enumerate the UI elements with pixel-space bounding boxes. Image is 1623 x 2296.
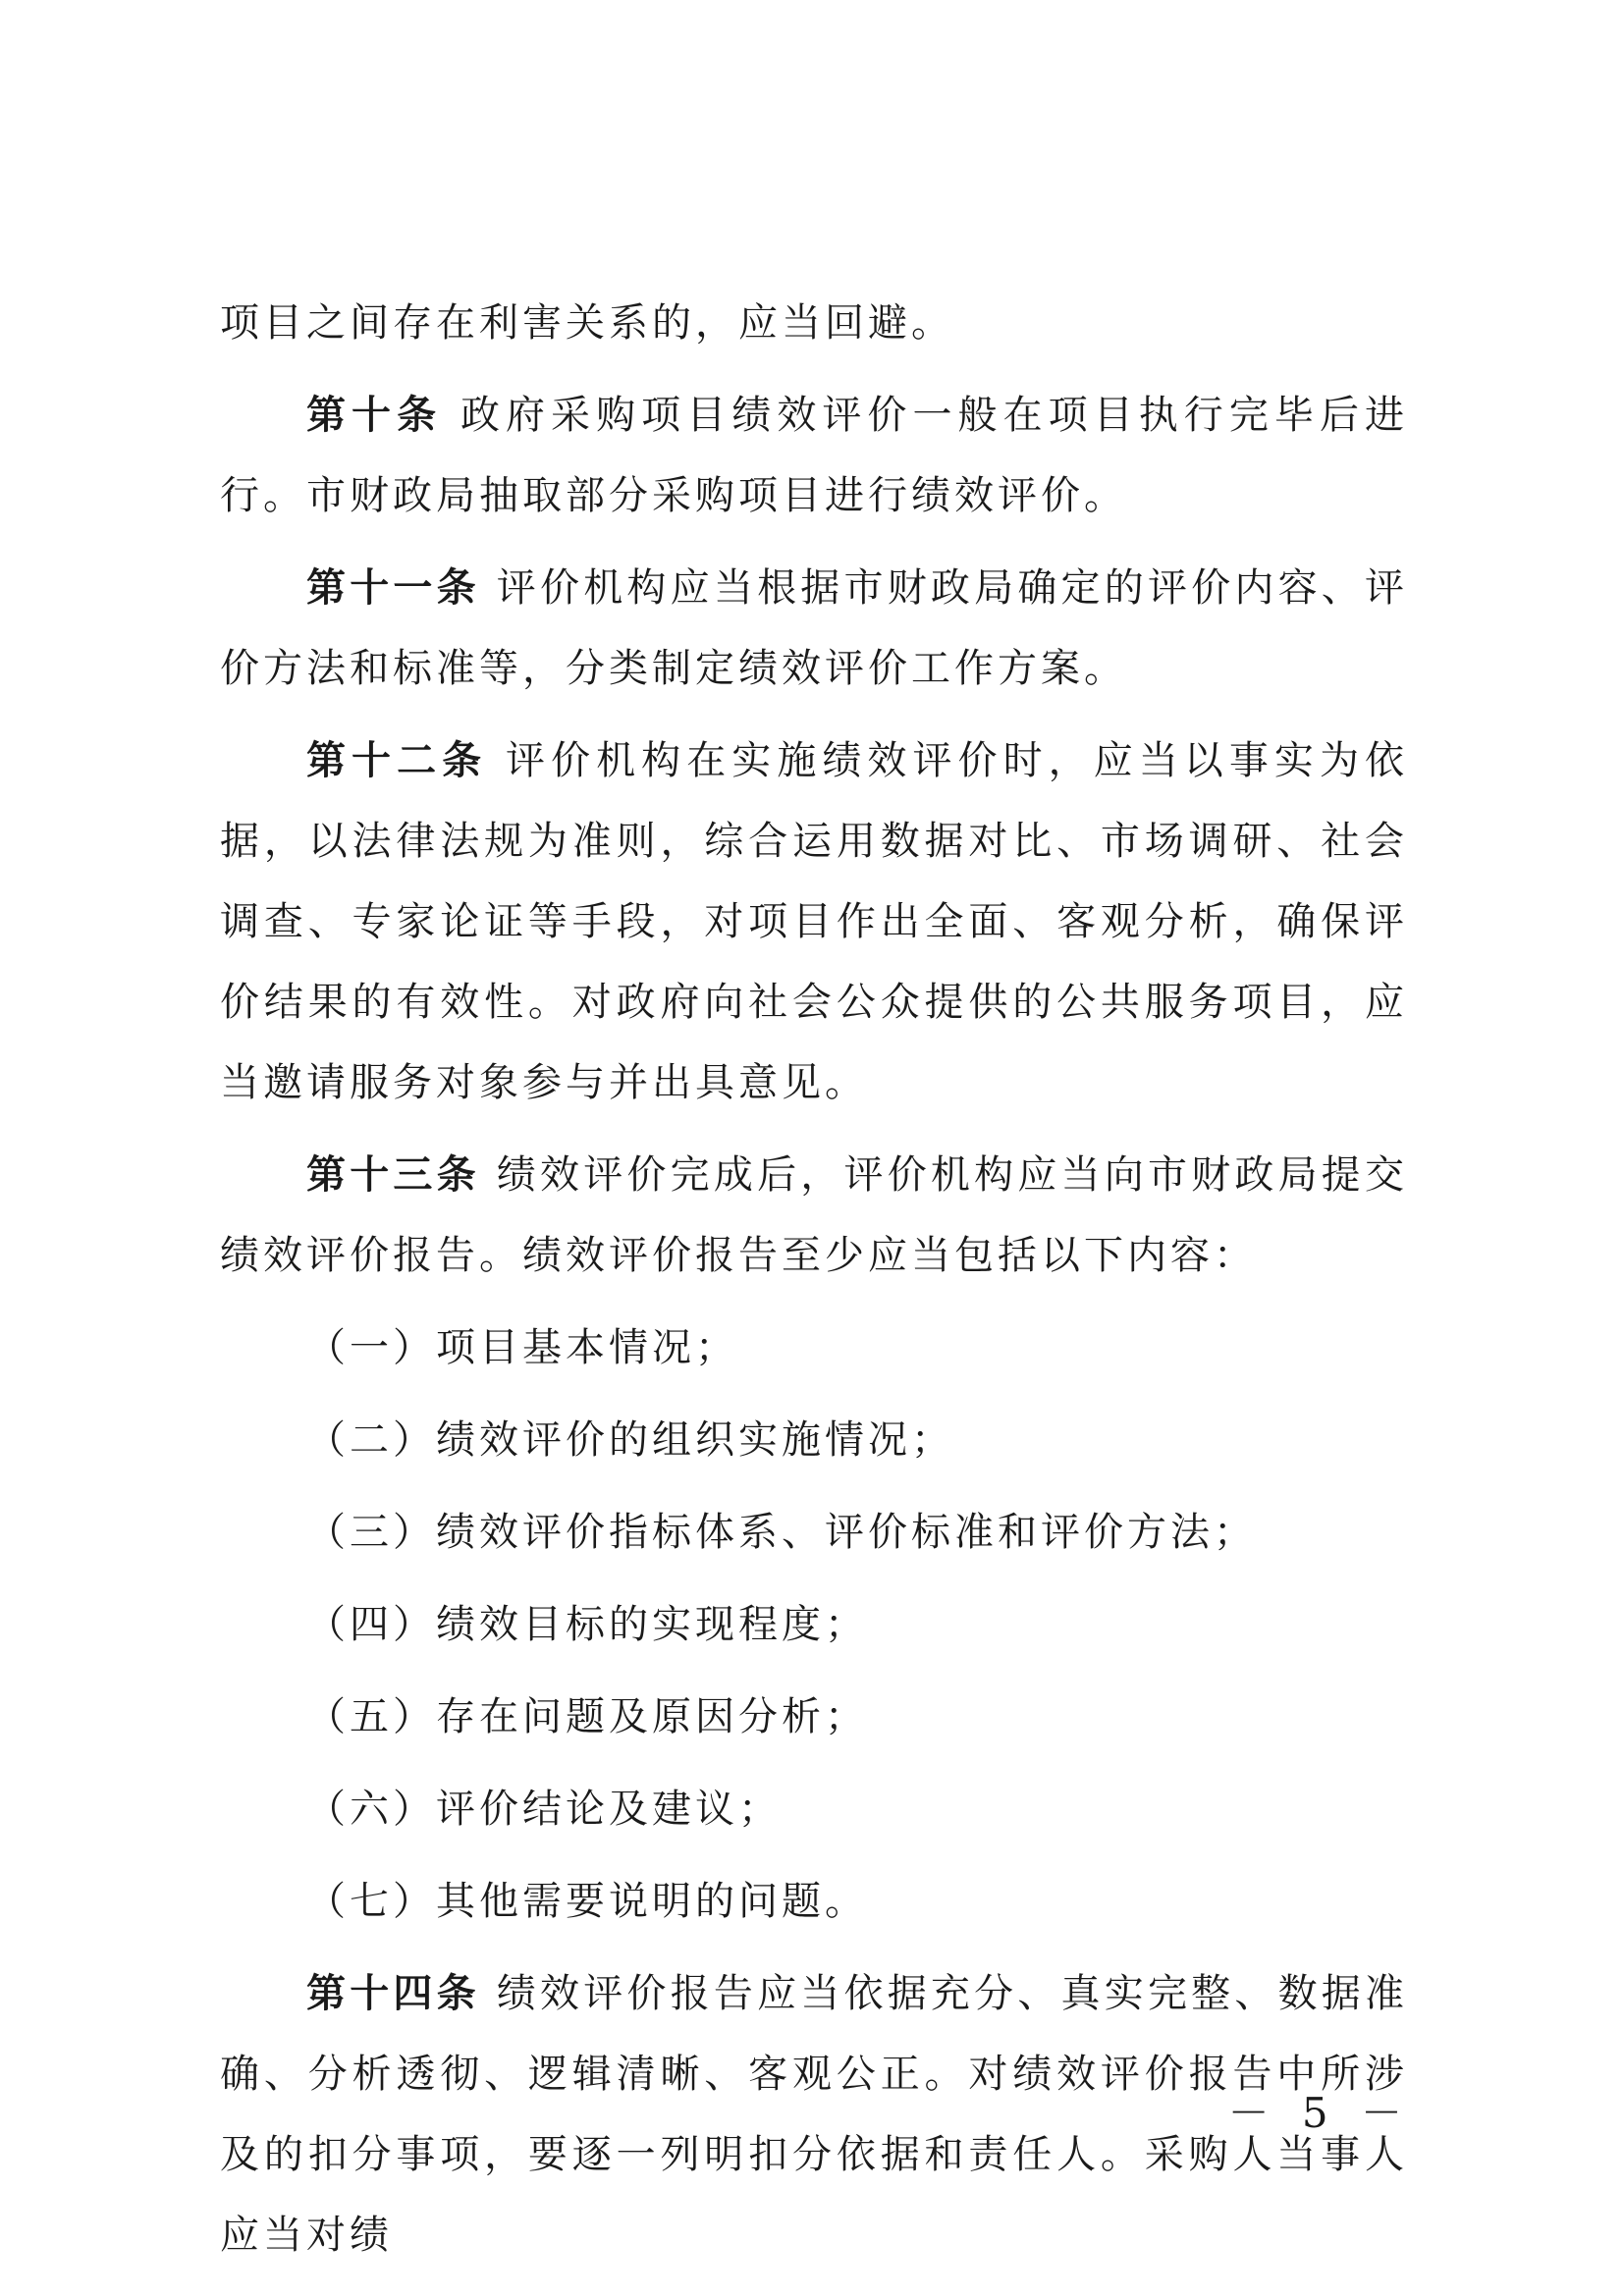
page-number: － 5 －: [1227, 2089, 1412, 2137]
article-11: [220, 548, 1408, 709]
document-body: [220, 283, 1408, 2287]
article-12: [220, 721, 1408, 1123]
article-number: 第十二条: [306, 738, 488, 783]
list-item: （六）评价结论及建议；: [306, 1787, 782, 1832]
continuation-paragraph: 项目之间存在利害关系的，应当回避。: [220, 300, 954, 346]
article-text: 绩效评价报告应当依据充分、真实完整、数据准确、分析透彻、逻辑清晰、客观公正。对绩效评价报告中所涉及的扣分事项，要逐一列明扣分依据和责任人。采购人当事人应当对绩: [220, 1971, 1409, 2258]
list-item: （七）其他需要说明的问题。: [306, 1879, 868, 1924]
article-10: [220, 375, 1408, 536]
list-item: （五）存在问题及原因分析；: [306, 1694, 868, 1739]
article-13: [220, 1135, 1408, 1296]
list-item: （二）绩效评价的组织实施情况；: [306, 1417, 954, 1463]
article-number: 第十一条: [306, 565, 480, 611]
article-number: 第十四条: [306, 1971, 480, 2016]
list-item: （一）项目基本情况；: [306, 1325, 738, 1370]
list-item: （四）绩效目标的实现程度；: [306, 1602, 868, 1647]
list-item: （三）绩效评价指标体系、评价标准和评价方法；: [306, 1510, 1257, 1555]
article-text: 绩效评价完成后，评价机构应当向市财政局提交绩效评价报告。绩效评价报告至少应当包括以下内容：: [220, 1152, 1409, 1278]
article-number: 第十三条: [306, 1152, 480, 1198]
article-text: 评价机构在实施绩效评价时，应当以事实为依据，以法律法规为准则，综合运用数据对比、市场调研、社会调查、专家论证等手段，对项目作出全面、客观分析，确保评价结果的有效性。对政府向社会公众提供的公共服务项目，应当邀请服务对象参与并出具意见。: [220, 738, 1409, 1105]
article-text: 政府采购项目绩效评价一般在项目执行完毕后进行。市财政局抽取部分采购项目进行绩效评价。: [220, 393, 1409, 518]
article-text: 评价机构应当根据市财政局确定的评价内容、评价方法和标准等，分类制定绩效评价工作方案。: [220, 565, 1409, 691]
article-number: 第十条: [306, 393, 443, 438]
